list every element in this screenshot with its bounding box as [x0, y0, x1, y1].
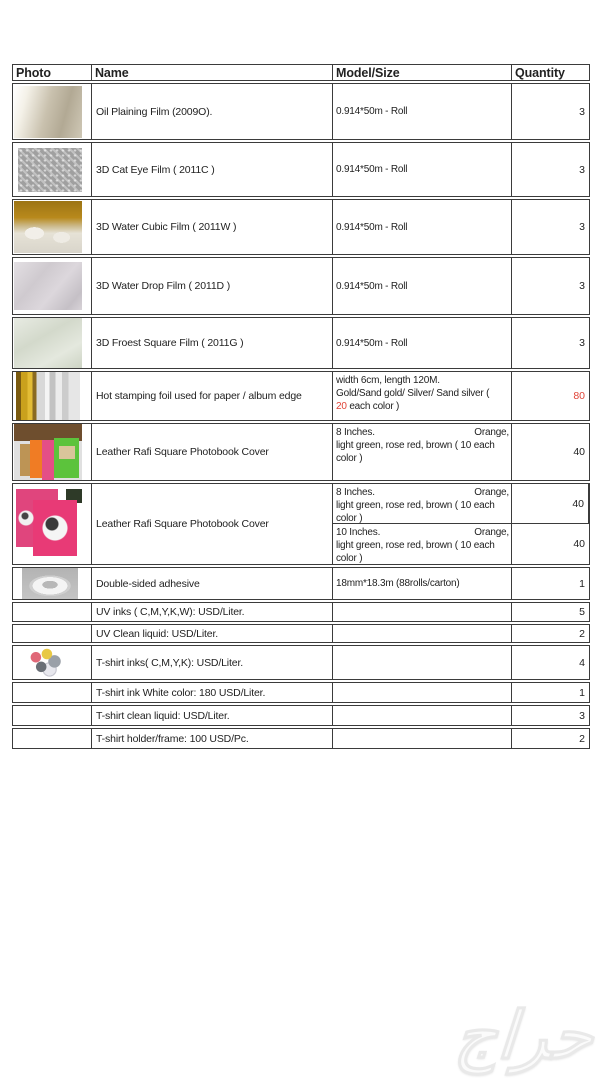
- model-line: [336, 400, 509, 413]
- product-model: 0.914*50m - Roll: [333, 258, 512, 314]
- product-name: Hot stamping foil used for paper / album edge: [92, 372, 333, 420]
- model-line-rest: each color ): [346, 401, 400, 412]
- product-model: [333, 683, 512, 702]
- product-name: Leather Rafi Square Photobook Cover: [92, 484, 333, 564]
- product-model: [333, 625, 512, 642]
- product-quantity: 40: [512, 484, 589, 524]
- product-name: T-shirt clean liquid: USD/Liter.: [92, 706, 333, 725]
- model-line: light green, rose red, brown ( 10 each color ): [336, 440, 495, 464]
- product-photo: [14, 424, 82, 480]
- table-row: [12, 682, 590, 703]
- product-photo: [14, 318, 82, 368]
- product-name: UV Clean liquid: USD/Liter.: [92, 625, 333, 642]
- product-model: [333, 524, 512, 564]
- product-name: T-shirt inks( C,M,Y,K): USD/Liter.: [92, 646, 333, 679]
- model-line: light green, rose red, brown ( 10 each color ): [336, 540, 495, 564]
- product-quantity: 40: [573, 538, 585, 550]
- product-model: 0.914*50m - Roll: [333, 143, 512, 196]
- table-row: [12, 317, 590, 369]
- product-photo: [14, 262, 82, 310]
- table-row: [12, 705, 590, 726]
- product-model: 0.914*50m - Roll: [333, 84, 512, 139]
- table-row: [12, 728, 590, 749]
- product-name: Leather Rafi Square Photobook Cover: [92, 424, 333, 480]
- product-model: [333, 372, 512, 420]
- product-quantity: 2: [579, 732, 585, 745]
- product-quantity: 40: [573, 446, 585, 458]
- product-quantity: 1: [579, 577, 585, 590]
- red-count: 20: [336, 401, 347, 412]
- product-quantity: 3: [579, 105, 585, 118]
- product-name: 3D Cat Eye Film ( 2011C ): [92, 143, 333, 196]
- model-line: [336, 526, 509, 539]
- product-name: 3D Froest Square Film ( 2011G ): [92, 318, 333, 368]
- model-line: Gold/Sand gold/ Silver/ Sand silver (: [336, 388, 490, 399]
- product-quantity: 3: [579, 221, 585, 233]
- table-row: [12, 371, 590, 421]
- table-row: [12, 624, 590, 643]
- product-name: 3D Water Drop Film ( 2011D ): [92, 258, 333, 314]
- header-model-size: Model/Size: [333, 65, 512, 80]
- product-table: [12, 64, 590, 751]
- product-model: 0.914*50m - Roll: [333, 200, 512, 254]
- size-label: 8 Inches.: [336, 427, 375, 438]
- product-model: 0.914*50m - Roll: [333, 318, 512, 368]
- header-name: Name: [92, 65, 333, 80]
- product-name: T-shirt ink White color: 180 USD/Liter.: [92, 683, 333, 702]
- product-quantity: 5: [579, 606, 585, 618]
- product-photo: [26, 647, 64, 679]
- product-photo: [14, 86, 82, 138]
- table-row: [12, 483, 590, 565]
- table-row: [12, 257, 590, 315]
- header-photo: Photo: [13, 65, 92, 80]
- product-quantity: 3: [579, 709, 585, 722]
- haraj-watermark-logo: حراج: [452, 998, 596, 1072]
- color-first: Orange,: [474, 487, 509, 498]
- product-photo: [14, 201, 82, 253]
- product-model: [333, 729, 512, 748]
- product-photo: [14, 486, 82, 560]
- product-name: 3D Water Cubic Film ( 2011W ): [92, 200, 333, 254]
- table-row: [12, 199, 590, 255]
- product-quantity: 4: [579, 656, 585, 669]
- product-name: Double-sided adhesive: [92, 568, 333, 599]
- table-header-row: [12, 64, 590, 81]
- product-model: [333, 603, 512, 621]
- product-model: [333, 646, 512, 679]
- table-row: [12, 567, 590, 600]
- product-quantity: 2: [579, 627, 585, 640]
- table-row: [12, 142, 590, 197]
- color-first: Orange,: [474, 527, 509, 538]
- model-line: width 6cm, length 120M.: [336, 375, 440, 386]
- product-quantity: 1: [579, 686, 585, 699]
- header-quantity: Quantity: [515, 65, 565, 80]
- table-row: [12, 645, 590, 680]
- table-row: [12, 83, 590, 140]
- product-name: Oil Plaining Film (2009O).: [92, 84, 333, 139]
- product-model: [333, 706, 512, 725]
- product-model: 18mm*18.3m (88rolls/carton): [333, 568, 512, 599]
- model-line: light green, rose red, brown ( 10 each color ): [336, 500, 495, 524]
- product-photo: [16, 372, 80, 420]
- model-line: [336, 426, 509, 439]
- product-name: UV inks ( C,M,Y,K,W): USD/Liter.: [92, 603, 333, 621]
- product-photo: [18, 148, 82, 192]
- product-quantity: 80: [573, 390, 585, 402]
- product-name: T-shirt holder/frame: 100 USD/Pc.: [92, 729, 333, 748]
- table-row: [12, 602, 590, 622]
- table-row: [12, 423, 590, 481]
- product-quantity: 3: [579, 337, 585, 349]
- product-model: [333, 424, 512, 480]
- product-model: [333, 484, 512, 524]
- size-label: 8 Inches.: [336, 487, 375, 498]
- model-line: [336, 486, 509, 499]
- product-photo: [22, 568, 78, 599]
- color-first: Orange,: [474, 427, 509, 438]
- product-quantity: 3: [579, 280, 585, 292]
- product-quantity: 3: [579, 163, 585, 176]
- size-label: 10 Inches.: [336, 527, 381, 538]
